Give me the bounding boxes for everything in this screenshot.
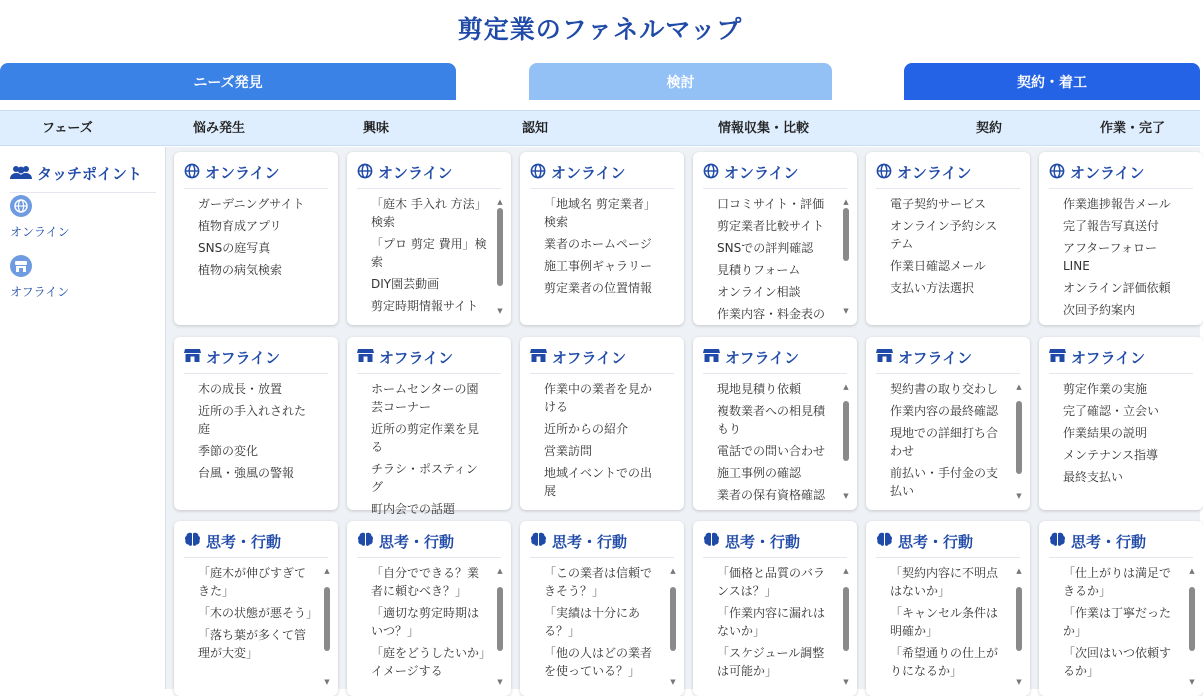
scroll-down-arrow-icon[interactable]: ▼ [497,678,503,686]
card-header [703,532,847,558]
scrollbar-thumb[interactable] [843,587,849,651]
card-title: オンライン [205,164,280,182]
list-item: 業者の保有資格確認 [717,488,826,502]
list-item: 電話での問い合わせ [717,444,826,458]
phase-complete: 作業・完了 [1100,121,1166,136]
scroll-up-arrow-icon[interactable]: ▲ [1016,383,1022,391]
list-item: 「作業は丁寧だったか」 [1063,606,1172,638]
card-header [876,532,1020,558]
card-title: オフライン [552,349,627,367]
store-icon [703,348,720,367]
card-title: オフライン [206,349,281,367]
stage-tab-label: ニーズ発見 [193,74,263,91]
card-thought-col5 [866,521,1030,696]
list-item: 次回予約案内 [1063,303,1136,317]
card-title: 思考・行動 [1071,533,1147,551]
scroll-up-arrow-icon[interactable]: ▲ [843,198,849,206]
scrollbar[interactable] [496,198,504,315]
list-item: 季節の変化 [198,444,259,458]
list-item: 「作業内容に漏れはないか」 [717,606,826,638]
card-list [371,195,489,315]
brain-icon [1049,532,1066,551]
phase-worry: 悩み発生 [193,121,246,136]
list-item: 現地見積り依頼 [717,382,802,396]
scroll-down-arrow-icon[interactable]: ▼ [670,678,676,686]
card-title: オフライン [898,349,973,367]
card-list [1063,564,1181,680]
list-item: DIY園芸動画 [371,277,440,291]
scrollbar[interactable] [1015,383,1023,500]
card-list-scroll[interactable] [371,195,489,319]
list-item: 口コミサイト・評価 [717,197,825,211]
scroll-up-arrow-icon[interactable]: ▲ [1189,567,1195,575]
list-item: 近所からの紹介 [544,422,629,436]
card-list-scroll[interactable] [890,195,1008,319]
touchpoint-sidebar [0,147,166,689]
list-item: 支払い方法選択 [890,281,975,295]
list-item: 営業訪問 [544,444,593,458]
list-item: 電子契約サービス [890,197,987,211]
card-thought-col3 [520,521,684,696]
card-list [198,195,316,279]
scroll-up-arrow-icon[interactable]: ▲ [324,567,330,575]
list-item: 施工事例の確認 [717,466,802,480]
scrollbar-thumb[interactable] [1016,401,1022,474]
page-title: 剪定業のファネルマップ [457,15,743,44]
scroll-down-arrow-icon[interactable]: ▼ [1016,678,1022,686]
stage-tab-label: 検討 [666,74,695,91]
list-item: 最終支払い [1063,470,1124,484]
list-item: 「仕上がりは満足できるか」 [1063,566,1172,598]
scroll-down-arrow-icon[interactable]: ▼ [843,678,849,686]
touchpoint-title [10,163,156,193]
card-list [544,380,662,500]
list-item: 近所の剪定作業を見る [371,422,480,454]
card-title: オンライン [551,164,626,182]
card-online-col3 [520,152,684,325]
card-header [703,348,847,374]
phase-awareness: 認知 [522,121,549,136]
card-thought-col6 [1039,521,1203,696]
card-list [198,564,319,662]
card-list [371,380,489,518]
store-icon [184,348,201,367]
list-item: 作業中の業者を見かける [544,382,653,414]
card-title: オンライン [1070,164,1145,182]
list-item: 見積りフォーム [717,263,801,277]
list-item: 完了確認・立会い [1063,404,1160,418]
scroll-down-arrow-icon[interactable]: ▼ [1189,678,1195,686]
card-list [371,564,489,680]
list-item: 作業内容の最終確認 [890,404,999,418]
card-header [184,348,328,374]
card-offline-col1 [174,337,338,510]
globe-icon [1049,163,1065,183]
stage-tab-needs[interactable] [0,63,456,100]
scrollbar-thumb[interactable] [497,587,503,651]
card-header [357,348,501,374]
card-list [544,564,662,680]
store-icon [876,348,893,367]
list-item: 植物の病気検索 [198,263,283,277]
store-icon [530,348,547,367]
card-online-col6 [1039,152,1203,325]
list-item: オンライン予約システム [890,219,998,251]
card-title: 思考・行動 [552,533,628,551]
scrollbar-thumb[interactable] [843,208,849,261]
scrollbar-thumb[interactable] [1189,587,1195,651]
list-item: 「次回はいつ依頼するか」 [1063,646,1172,678]
brain-icon [184,532,201,551]
list-item: 地域イベントでの出展 [544,466,653,498]
globe-icon [184,163,200,183]
scrollbar-thumb[interactable] [1016,587,1022,651]
list-item: 「庭をどうしたいか」イメージする [371,646,486,678]
scrollbar[interactable] [1015,567,1023,686]
touchpoint-title-text: タッチポイント [37,165,143,183]
list-item: 「実績は十分にある？」 [544,606,641,638]
scrollbar[interactable] [496,567,504,686]
stage-tab-label: 契約・着工 [1017,74,1087,91]
card-title: 思考・行動 [379,533,455,551]
globe-icon [876,163,892,183]
scroll-down-arrow-icon[interactable]: ▼ [497,307,503,315]
list-item: 「庭木 手入れ 方法」検索 [371,197,487,229]
card-offline-col5 [866,337,1030,510]
list-item: 「適切な剪定時期はいつ？」 [371,606,480,638]
globe-icon [10,195,32,217]
card-list-scroll[interactable] [198,195,316,319]
list-item: 「プロ 剪定 費用」検索 [371,237,487,269]
scroll-up-arrow-icon[interactable]: ▲ [843,383,849,391]
card-online-col2 [347,152,511,325]
stage-tab-consider[interactable] [529,63,832,100]
card-title: 思考・行動 [725,533,801,551]
list-item: 作業結果の説明 [1063,426,1148,440]
list-item: メンテナンス指導 [1063,448,1159,462]
list-item: 「他の人はどの業者を使っている？」 [544,646,653,678]
card-title: オンライン [724,164,799,182]
list-item: オンライン評価依頼 [1063,281,1171,295]
list-item: アフターフォローLINE [1063,241,1157,273]
card-header [530,348,674,374]
globe-icon [357,163,373,183]
list-item: 近所の手入れされた庭 [198,404,307,436]
card-header [876,348,1020,374]
list-item: 「キャンセル条件は明確か」 [890,606,999,638]
card-header [1049,163,1193,189]
card-title: オフライン [725,349,800,367]
list-item: 作業進捗報告メール [1063,197,1171,211]
card-offline-col4 [693,337,857,510]
brain-icon [703,532,720,551]
brain-icon [530,532,547,551]
list-item: 前払い・手付金の支払い [890,466,999,498]
card-title: 思考・行動 [206,533,282,551]
card-online-col4 [693,152,857,325]
card-title: 思考・行動 [898,533,974,551]
card-offline-col2 [347,337,511,516]
list-item: 「この業者は信頼できそう？」 [544,566,653,598]
card-online-col5 [866,152,1030,325]
list-item: 「落ち葉が多くて管理が大変」 [198,628,307,660]
phase-contract: 契約 [976,121,1003,136]
card-list-scroll[interactable] [1063,195,1181,319]
list-item: 剪定業者の位置情報 [544,281,653,295]
card-list-scroll[interactable] [890,380,1008,504]
list-item: 作業日確認メール [890,259,986,273]
people-icon [10,165,32,183]
phase-research: 情報収集・比較 [718,121,810,136]
scrollbar[interactable] [669,567,677,686]
store-icon [357,348,374,367]
scrollbar[interactable] [1188,567,1196,686]
scroll-up-arrow-icon[interactable]: ▲ [497,567,503,575]
scrollbar[interactable] [842,198,850,315]
card-thought-col4 [693,521,857,696]
list-item: 「木の状態が悪そう」 [198,606,319,620]
list-item: SNSの庭写真 [198,241,271,255]
card-list-scroll[interactable] [198,380,316,504]
store-icon [1049,348,1066,367]
card-thought-col1 [174,521,338,696]
list-item: 「自分でできる？業者に頼むべき？」 [371,566,480,598]
card-list [717,380,835,504]
phase-interest: 興味 [363,121,390,136]
card-online-col1 [174,152,338,325]
list-item: 契約書の取り交わし [890,382,999,396]
scrollbar-thumb[interactable] [497,208,503,286]
scroll-down-arrow-icon[interactable]: ▼ [1016,492,1022,500]
card-header [357,163,501,189]
scrollbar-thumb[interactable] [670,587,676,651]
list-item: 完了報告写真送付 [1063,219,1160,233]
list-item: 「スケジュール調整は可能か」 [717,646,825,678]
card-list-scroll[interactable] [198,564,319,690]
scrollbar-thumb[interactable] [324,587,330,651]
list-item: ホームセンターの園芸コーナー [371,382,479,414]
card-offline-col6 [1039,337,1203,510]
card-list [544,195,662,297]
card-header [184,163,328,189]
touchpoint-online[interactable] [10,195,70,240]
scrollbar[interactable] [323,567,331,686]
card-list-scroll[interactable] [371,564,489,690]
store-icon [10,255,32,277]
card-list [1063,195,1181,319]
card-header [530,163,674,189]
card-list-scroll[interactable] [544,380,662,504]
list-item: 剪定時期情報サイト [371,299,479,313]
globe-icon [703,163,719,183]
card-thought-col2 [347,521,511,696]
phase-header-row [0,110,1200,146]
list-item: 作業内容・料金表の [717,307,826,321]
scroll-up-arrow-icon[interactable]: ▲ [1016,567,1022,575]
list-item: SNSでの評判確認 [717,241,814,255]
scroll-down-arrow-icon[interactable]: ▼ [843,307,849,315]
card-title: オンライン [378,164,453,182]
card-list-scroll[interactable] [544,195,662,319]
scrollbar[interactable] [842,383,850,500]
list-item: 業者のホームページ [544,237,652,251]
stage-tab-contract[interactable] [904,63,1200,100]
list-item: 町内会での話題 [371,502,456,516]
touchpoint-offline[interactable] [10,255,69,300]
card-list-scroll[interactable] [1063,564,1181,690]
card-header [357,532,501,558]
scroll-down-arrow-icon[interactable]: ▼ [843,492,849,500]
scrollbar[interactable] [842,567,850,686]
list-item: 「契約内容に不明点はないか」 [890,566,999,598]
list-item: 台風・強風の警報 [198,466,295,480]
card-title: オフライン [379,349,454,367]
card-list [717,195,835,323]
card-list-scroll[interactable] [1063,380,1181,504]
card-header [703,163,847,189]
card-title: オフライン [1071,349,1146,367]
touchpoint-online-label: オンライン [10,225,70,239]
card-list [1063,380,1181,486]
list-item: オンライン相談 [717,285,801,299]
card-list-scroll[interactable] [717,195,835,319]
card-header [530,532,674,558]
list-item: 「希望通りの仕上がりになるか」 [890,646,999,678]
list-item: チラシ・ポスティング [371,462,478,494]
card-header [1049,348,1193,374]
card-list [198,380,316,482]
card-offline-col3 [520,337,684,510]
scroll-up-arrow-icon[interactable]: ▲ [670,567,676,575]
card-list-scroll[interactable] [544,564,662,690]
list-item: 複数業者への相見積もり [717,404,826,436]
list-item: ガーデニングサイト [198,197,305,211]
list-item: 植物育成アプリ [198,219,282,233]
scroll-down-arrow-icon[interactable]: ▼ [324,678,330,686]
list-item: 「地域名 剪定業者」検索 [544,197,656,229]
card-list-scroll[interactable] [717,380,835,504]
list-item: 木の成長・放置 [198,382,283,396]
brain-icon [876,532,893,551]
card-header [876,163,1020,189]
brain-icon [357,532,374,551]
scroll-up-arrow-icon[interactable]: ▲ [843,567,849,575]
card-list [890,380,1008,500]
card-title: オンライン [897,164,972,182]
card-list [890,195,1008,297]
scroll-up-arrow-icon[interactable]: ▲ [497,198,503,206]
phase-header-label: フェーズ [42,121,93,136]
list-item: 剪定業者比較サイト [717,219,825,233]
list-item: 現地での詳細打ち合わせ [890,426,999,458]
list-item: 施工事例ギャラリー [544,259,653,273]
scrollbar-thumb[interactable] [843,401,849,461]
list-item: 「価格と品質のバランスは？」 [717,566,826,598]
globe-icon [530,163,546,183]
list-item: 剪定作業の実施 [1063,382,1148,396]
list-item: 「庭木が伸びすぎてきた」 [198,566,307,598]
card-list-scroll[interactable] [717,564,835,690]
touchpoint-offline-label: オフライン [10,285,70,299]
card-list [890,564,1008,680]
card-header [1049,532,1193,558]
card-list [717,564,835,680]
card-list-scroll[interactable] [371,380,489,516]
card-header [184,532,328,558]
card-list-scroll[interactable] [890,564,1008,690]
